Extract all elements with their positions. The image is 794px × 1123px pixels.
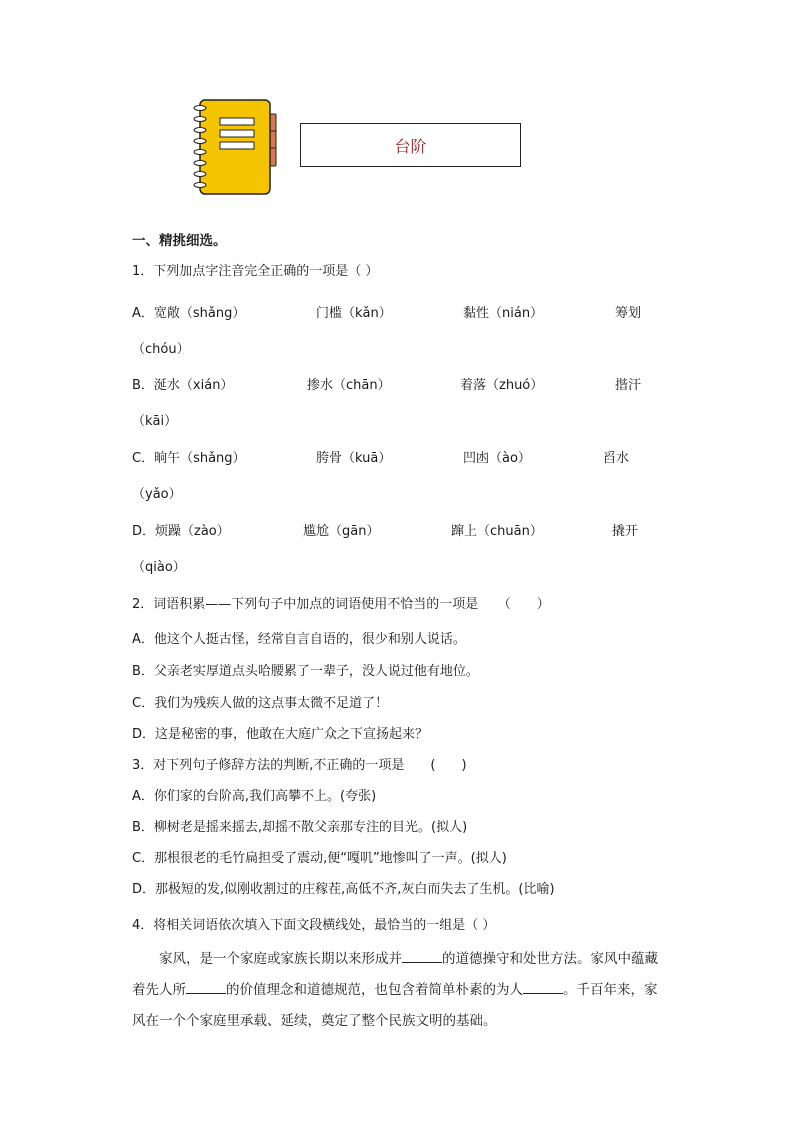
q1-option-c-3: 凹凼（ào） bbox=[463, 451, 531, 466]
passage-text-4: 。千百年来，家风在一个个家庭里承载、延续，奠定了整个民族文明的基础。 bbox=[132, 982, 658, 1029]
q1-option-d-1: D．烦躁（zào） bbox=[132, 524, 230, 539]
q2-option-a: A．他这个人挺古怪，经常自言自语的，很少和别人说话。 bbox=[132, 632, 466, 647]
q3-option-a: A．你们家的台阶高,我们高攀不上。(夸张) bbox=[132, 789, 377, 804]
q1-option-a-3: 黏性（nián） bbox=[463, 306, 544, 321]
q2-option-b: B．父亲老实厚道点头哈腰累了一辈子，没人说过他有地位。 bbox=[132, 664, 479, 679]
q1-option-a-cont: （chóu） bbox=[132, 342, 190, 357]
q1-option-d-3: 蹿上（chuān） bbox=[451, 524, 543, 539]
q1-option-b-3: 着落（zhuó） bbox=[460, 378, 544, 393]
q3-option-d: D．那极短的发,似刚收割过的庄稼茬,高低不齐,灰白而失去了生机。(比喻) bbox=[132, 882, 555, 897]
q1-option-b-cont: （kāi） bbox=[132, 414, 178, 429]
fill-blank-1 bbox=[402, 948, 442, 963]
page-title: 台阶 bbox=[394, 136, 427, 156]
q1-option-a-4: 筹划 bbox=[615, 306, 642, 321]
q1-option-c-2: 胯骨（kuā） bbox=[316, 451, 392, 466]
q4-passage bbox=[132, 944, 662, 1037]
question-3-stem: 3．对下列句子修辞方法的判断,不正确的一项是 ( ) bbox=[132, 758, 467, 773]
q2-option-c: C．我们为残疾人做的这点事太微不足道了！ bbox=[132, 696, 389, 711]
question-4-stem: 4．将相关词语依次填入下面文段横线处，最恰当的一组是（ ） bbox=[132, 918, 496, 933]
passage-text-3: 的价值理念和道德规范，也包含着简单朴素的为人 bbox=[226, 982, 523, 998]
fill-blank-2 bbox=[186, 979, 226, 994]
q1-option-d-cont: （qiào） bbox=[132, 560, 186, 575]
q1-option-b-4: 揩汗 bbox=[615, 378, 642, 393]
q1-option-c-4: 舀水 bbox=[603, 451, 630, 466]
q1-option-c-1: C．晌午（shǎng） bbox=[132, 451, 246, 466]
section-heading: 一、精挑细选。 bbox=[132, 233, 227, 249]
q1-option-b-1: B．涎水（xián） bbox=[132, 378, 234, 393]
q3-option-b: B．柳树老是摇来摇去,却摇不散父亲那专注的目光。(拟人) bbox=[132, 820, 468, 835]
q1-option-c-cont: （yǎo） bbox=[132, 487, 182, 502]
q1-option-d-4: 撬开 bbox=[612, 524, 639, 539]
q1-option-b-2: 掺水（chān） bbox=[307, 378, 391, 393]
q1-option-d-2: 尴尬（gān） bbox=[303, 524, 380, 539]
passage-text-2: 的道德操守和处世方法。家风中蕴藏着先人所 bbox=[132, 951, 658, 998]
notebook-icon bbox=[192, 98, 280, 196]
q2-option-d: D．这是秘密的事，他敢在大庭广众之下宣扬起来？ bbox=[132, 727, 429, 742]
question-2-stem: 2．词语积累——下列句子中加点的词语使用不恰当的一项是 （ ） bbox=[132, 597, 550, 612]
q3-option-c: C．那根很老的毛竹扁担受了震动,便“嘎叽”地惨叫了一声。(拟人) bbox=[132, 851, 507, 866]
fill-blank-3 bbox=[523, 979, 563, 994]
q1-option-a-1: A．宽敞（shǎng） bbox=[132, 306, 246, 321]
title-box bbox=[300, 123, 521, 167]
passage-text-1: 家风，是一个家庭或家族长期以来形成并 bbox=[159, 951, 402, 967]
question-1-stem: 1．下列加点字注音完全正确的一项是（ ） bbox=[132, 264, 379, 279]
q1-option-a-2: 门槛（kǎn） bbox=[316, 306, 392, 321]
